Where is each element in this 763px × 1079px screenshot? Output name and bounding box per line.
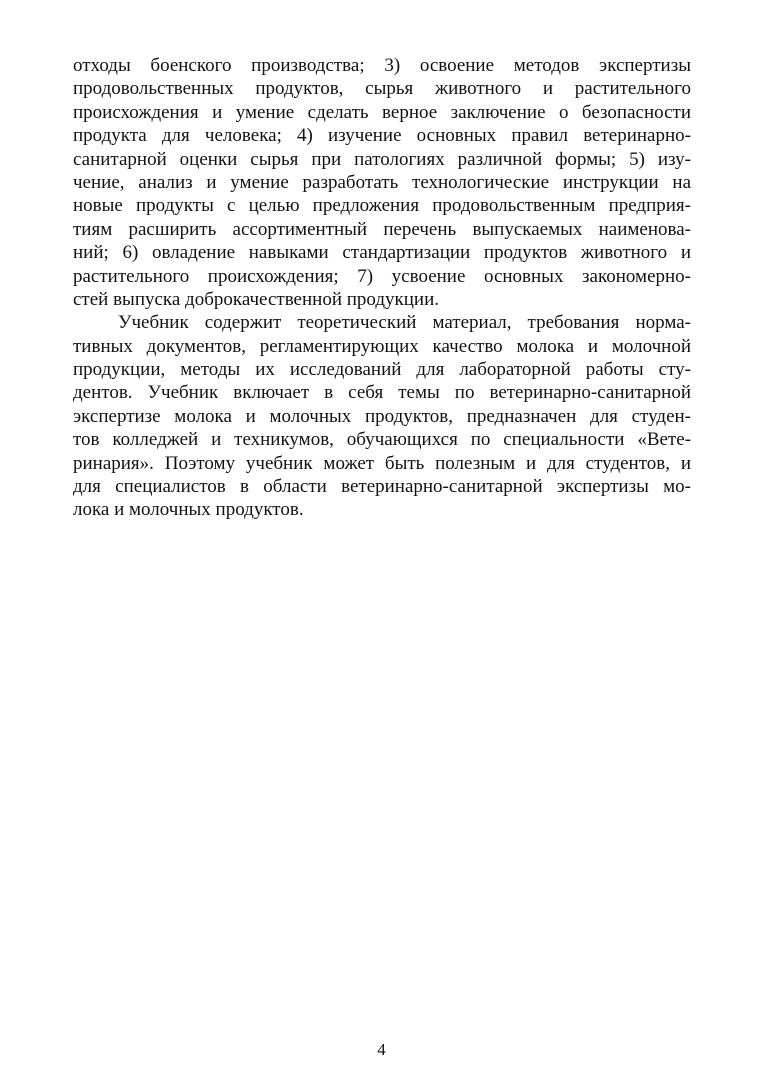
text-line: продукции, методы их исследований для лабораторной работы сту- bbox=[73, 359, 691, 381]
text-line: для специалистов в области ветеринарно-санитарной экспертизы мо- bbox=[73, 476, 691, 498]
text-line: растительного происхождения; 7) усвоение основных закономерно- bbox=[73, 265, 691, 287]
text-line: стей выпуска доброкачественной продукции. bbox=[73, 288, 440, 310]
text-line: тов колледжей и техникумов, обучающихся по специальности «Вете- bbox=[73, 429, 691, 451]
page-number: 4 bbox=[377, 1040, 386, 1059]
text-line: экспертизе молока и молочных продуктов, предназначен для студен- bbox=[73, 405, 691, 427]
text-line: продовольственных продуктов, сырья животного и растительного bbox=[73, 78, 691, 100]
paragraph-1 bbox=[73, 54, 691, 311]
text-line: тиям расширить ассортиментный перечень выпускаемых наименова- bbox=[73, 218, 691, 240]
text-line: отходы боенского производства; 3) освоение методов экспертизы bbox=[73, 55, 691, 76]
text-line: лока и молочных продуктов. bbox=[73, 499, 304, 521]
page-body bbox=[73, 54, 691, 522]
text-line: тивных документов, регламентирующих качество молока и молочной bbox=[73, 335, 691, 357]
text-line: Учебник содержит теоретический материал, требования норма- bbox=[118, 312, 691, 334]
text-line: ний; 6) овладение навыками стандартизации продуктов животного и bbox=[73, 242, 691, 264]
text-line: продукта для человека; 4) изучение основных правил ветеринарно- bbox=[73, 125, 691, 147]
text-line: происхождения и умение сделать верное заключение о безопасности bbox=[73, 101, 691, 123]
paragraph-2 bbox=[73, 311, 691, 522]
text-line: чение, анализ и умение разработать технологические инструкции на bbox=[73, 171, 691, 193]
text-line: новые продукты с целью предложения продовольственным предприя- bbox=[73, 195, 691, 217]
text-line: санитарной оценки сырья при патологиях различной формы; 5) изу- bbox=[73, 148, 691, 170]
text-line: ринария». Поэтому учебник может быть полезным и для студентов, и bbox=[73, 452, 691, 474]
text-line: дентов. Учебник включает в себя темы по ветеринарно-санитарной bbox=[73, 382, 691, 404]
